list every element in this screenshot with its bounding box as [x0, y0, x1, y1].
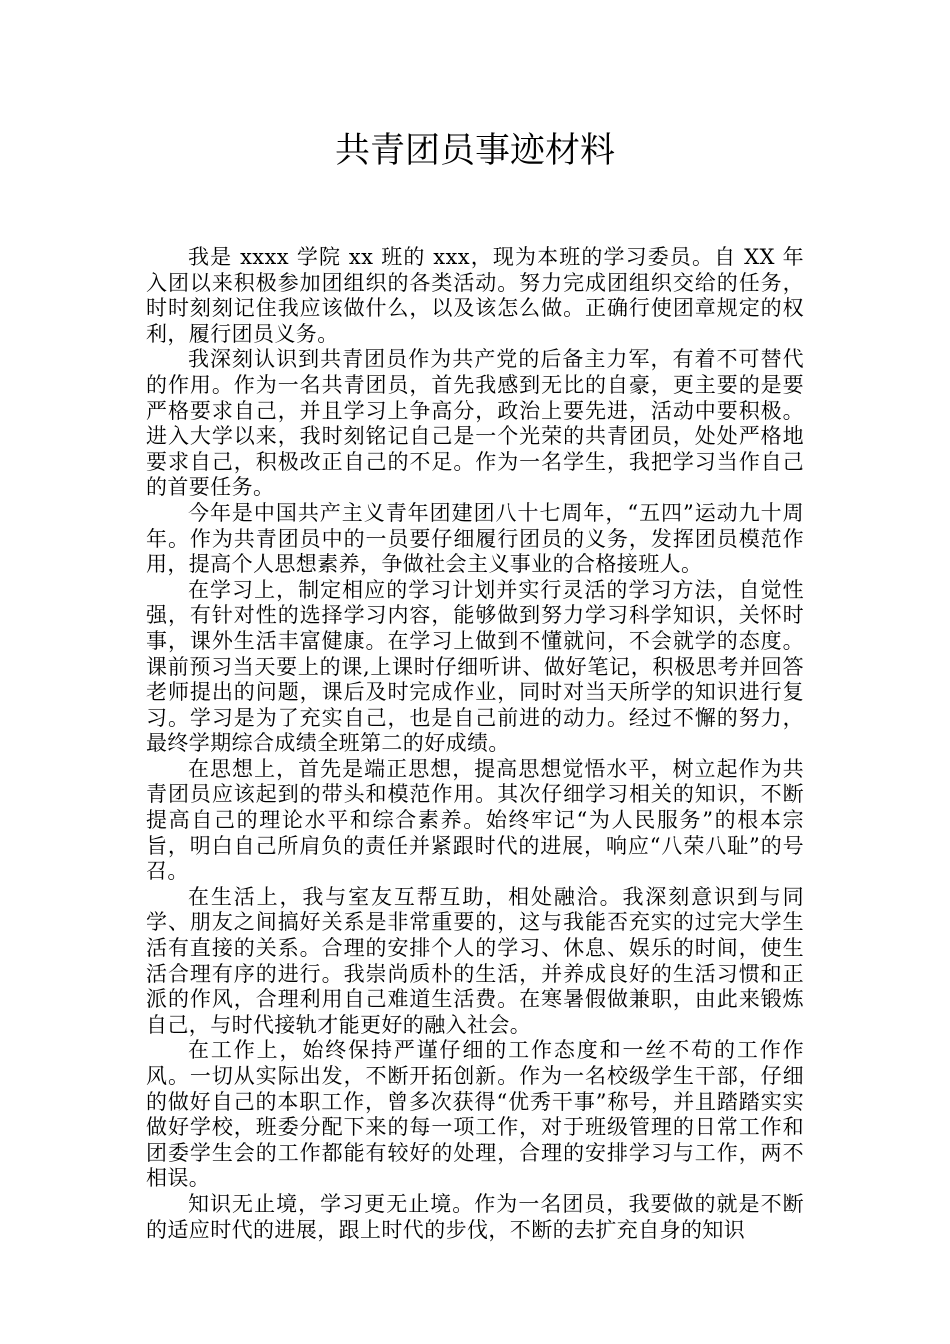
paragraph-intro: 我是 xxxx 学院 xx 班的 xxx，现为本班的学习委员。自 XX 年入团以来积极参加团组织的各类活动。努力完成团组织交给的任务，时时刻刻记住我应该做什么，以及该怎么做。正确行使团章规定的权利，履行团员义务。 [146, 245, 804, 346]
paragraph-life: 在生活上，我与室友互帮互助，相处融洽。我深刻意识到与同学、朋友之间搞好关系是非常重要的，这与我能否充实的过完大学生活有直接的关系。合理的安排个人的学习、休息、娱乐的时间，使生活合理有序的进行。我崇尚质朴的生活，并养成良好的生活习惯和正派的作风，合理利用自己难道生活费。在寒暑假做兼职，由此来锻炼自己，与时代接轨才能更好的融入社会。 [146, 884, 804, 1037]
paragraph-role: 我深刻认识到共青团员作为共产党的后备主力军，有着不可替代的作用。作为一名共青团员，首先我感到无比的自豪，更主要的是要严格要求自己，并且学习上争高分，政治上要先进，活动中要积极。进入大学以来，我时刻铭记自己是一个光荣的共青团员，处处严格地要求自己，积极改正自己的不足。作为一名学生，我把学习当作自己的首要任务。 [146, 347, 804, 500]
document-title: 共青团员事迹材料 [334, 131, 615, 171]
paragraph-study: 在学习上，制定相应的学习计划并实行灵活的学习方法，自觉性强，有针对性的选择学习内容，能够做到努力学习科学知识，关怀时事，课外生活丰富健康。在学习上做到不懂就问，不会就学的态度。课前预习当天要上的课,上课时仔细听讲、做好笔记，积极思考并回答老师提出的问题，课后及时完成作业，同时对当天所学的知识进行复习。学习是为了充实自己，也是自己前进的动力。经过不懈的努力，最终学期综合成绩全班第二的好成绩。 [146, 577, 804, 756]
paragraph-anniversary: 今年是中国共产主义青年团建团八十七周年，“五四”运动九十周年。作为共青团员中的一员要仔细履行团员的义务，发挥团员模范作用，提高个人思想素养，争做社会主义事业的合格接班人。 [146, 500, 804, 577]
paragraph-thought: 在思想上，首先是端正思想，提高思想觉悟水平，树立起作为共青团员应该起到的带头和模范作用。其次仔细学习相关的知识，不断提高自己的理论水平和综合素养。始终牢记“为人民服务”的根本宗旨，明白自己所肩负的责任并紧跟时代的进展，响应“八荣八耻”的号召。 [146, 756, 804, 884]
paragraph-conclusion: 知识无止境，学习更无止境。作为一名团员，我要做的就是不断的适应时代的进展，跟上时代的步伐，不断的去扩充自身的知识 [146, 1191, 804, 1242]
document-body [146, 245, 804, 1243]
paragraph-work: 在工作上，始终保持严谨仔细的工作态度和一丝不苟的工作作风。一切从实际出发，不断开拓创新。作为一名校级学生干部，仔细的做好自己的本职工作，曾多次获得“优秀干事”称号，并且踏踏实实做好学校，班委分配下来的每一项工作，对于班级管理的日常工作和团委学生会的工作都能有较好的处理，合理的安排学习与工作，两不相误。 [146, 1038, 804, 1191]
